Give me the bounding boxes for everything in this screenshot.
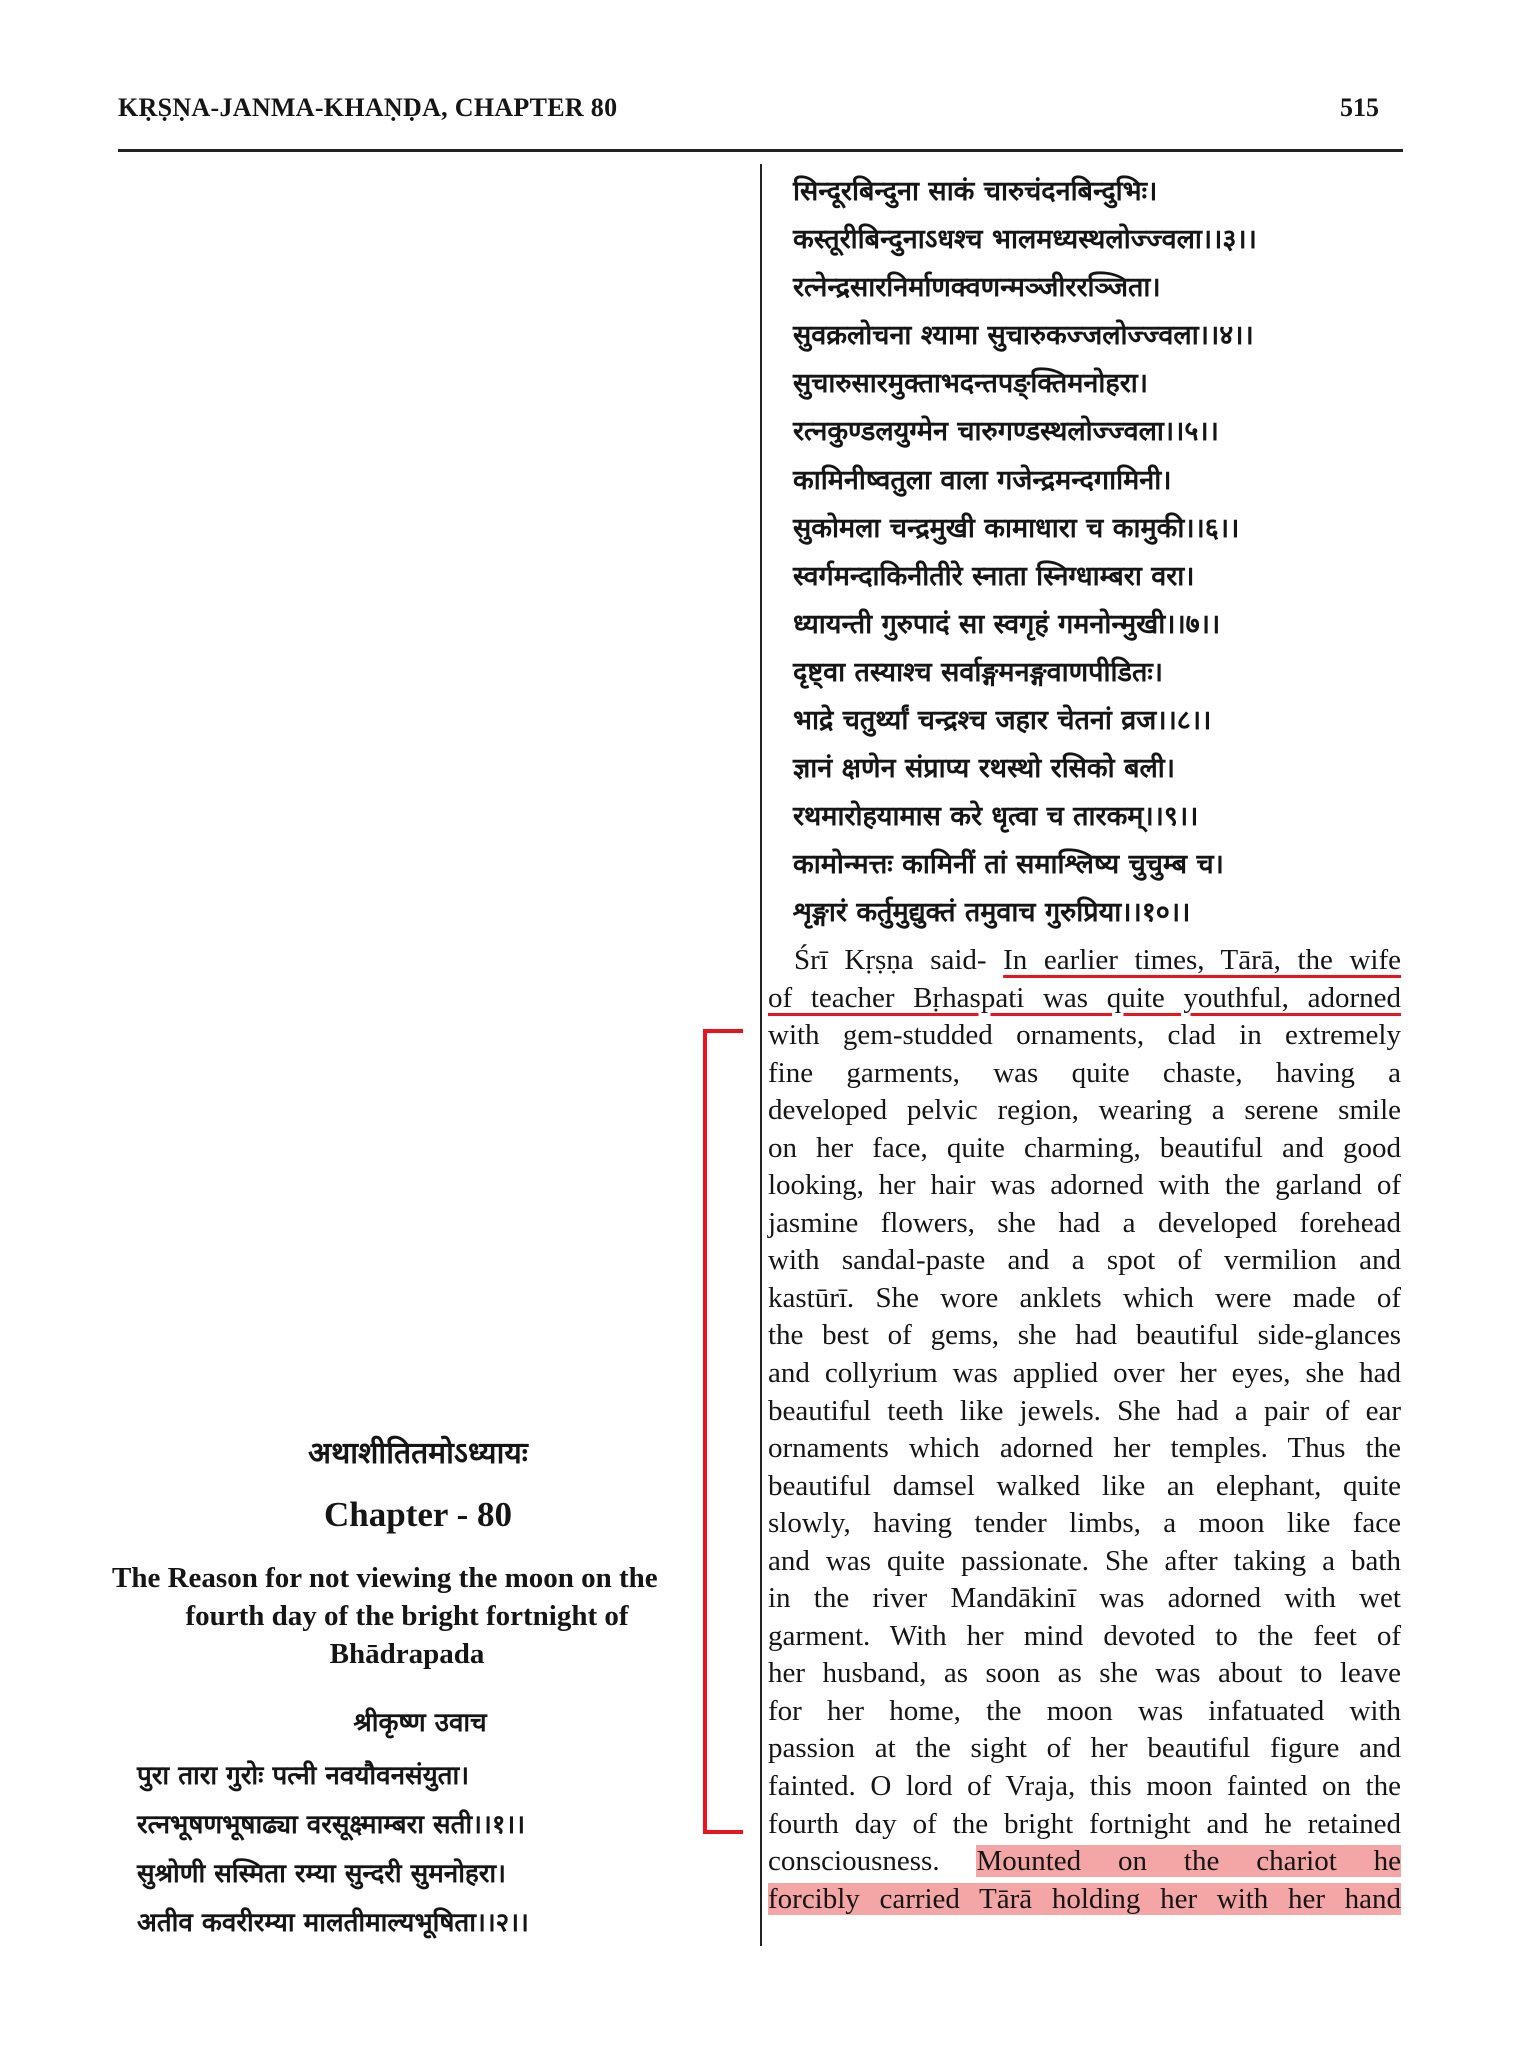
translation-line: and was quite passionate. She after taking a bath bbox=[768, 1544, 1401, 1577]
speaker-heading: श्रीकृष्ण उवाच bbox=[353, 1708, 487, 1738]
verse-line: स्वर्गमन्दाकिनीतीरे स्नाता स्निग्धाम्बरा वरा। bbox=[793, 560, 1195, 592]
translation-line: the best of gems, she had beautiful side-glances bbox=[768, 1319, 1401, 1352]
translation-line: fourth day of the bright fortnight and he retained bbox=[768, 1807, 1401, 1840]
translation-line: for her home, the moon was infatuated with bbox=[768, 1694, 1401, 1727]
verse-line: भाद्रे चतुर्थ्यां चन्द्रश्च जहार चेतनां व्रज।।८।। bbox=[793, 705, 1212, 737]
verse-line: पुरा तारा गुरोः पत्नी नवयौवनसंयुता। bbox=[137, 1761, 470, 1791]
verse-line: रथमारोहयामास करे धृत्वा च तारकम्।।९।। bbox=[793, 801, 1199, 833]
verse-line: रत्नभूषणभूषाढ्या वरसूक्ष्माम्बरा सती।।१।। bbox=[137, 1810, 526, 1840]
translation-line: on her face, quite charming, beautiful and good bbox=[768, 1131, 1401, 1164]
left-verses bbox=[137, 1752, 757, 1948]
chapter-heading-devanagari: अथाशीतितमोऽध्यायः bbox=[308, 1436, 528, 1471]
verse-line: सुश्रोणी सस्मिता रम्या सुन्दरी सुमनोहरा। bbox=[137, 1859, 506, 1889]
translation-line: passion at the sight of her beautiful figure and bbox=[768, 1732, 1401, 1765]
translation-line: fine garments, was quite chaste, having a bbox=[768, 1056, 1401, 1089]
chapter-title-line: The Reason for not viewing the moon on the bbox=[112, 1562, 658, 1594]
translation-text: consciousness. bbox=[768, 1845, 977, 1878]
translation-line: developed pelvic region, wearing a serene smile bbox=[768, 1094, 1401, 1127]
verse-line: सुकोमला चन्द्रमुखी कामाधारा च कामुकी।।६।। bbox=[793, 512, 1240, 544]
underlined-text: of teacher Bṛhaspati was quite youthful, adorned bbox=[768, 981, 1401, 1014]
verse-line: अतीव कवरीरम्या मालतीमाल्यभूषिता।।२।। bbox=[137, 1908, 529, 1938]
translation-line: fainted. O lord of Vraja, this moon fainted on the bbox=[768, 1770, 1401, 1803]
verse-line: ध्यायन्ती गुरुपादं सा स्वगृहं गमनोन्मुखी।।७।। bbox=[793, 608, 1221, 640]
running-header: KṚṢṆA-JANMA-KHAṆḌA, CHAPTER 80 bbox=[118, 93, 618, 122]
translation-line: kastūrī. She wore anklets which were made of bbox=[768, 1281, 1401, 1314]
underlined-text: In earlier times, Tārā, the wife bbox=[1003, 944, 1401, 976]
column-divider bbox=[760, 164, 762, 1946]
header-rule bbox=[118, 149, 1403, 152]
translation-line: garment. With her mind devoted to the feet of bbox=[768, 1619, 1401, 1652]
translation-line: with sandal-paste and a spot of vermilion and bbox=[768, 1244, 1401, 1277]
verse-line: कामोन्मत्तः कामिनीं तां समाश्लिष्य चुचुम्ब च। bbox=[793, 849, 1224, 881]
chapter-title-line: Bhādrapada bbox=[329, 1638, 485, 1670]
english-translation bbox=[768, 942, 1401, 1918]
verse-line: दृष्ट्वा तस्याश्च सर्वाङ्गमनङ्गवाणपीडितः। bbox=[793, 656, 1164, 688]
translation-line: looking, her hair was adorned with the garland of bbox=[768, 1169, 1401, 1202]
verse-line: रत्नेन्द्रसारनिर्माणक्वणन्मञ्जीररञ्जिता। bbox=[793, 272, 1161, 304]
speaker-prefix: Śrī Kṛṣṇa said- bbox=[794, 944, 1004, 976]
translation-line: jasmine flowers, she had a developed forehead bbox=[768, 1206, 1401, 1239]
translation-line: and collyrium was applied over her eyes, she had bbox=[768, 1357, 1401, 1390]
translation-line: beautiful teeth like jewels. She had a pair of ear bbox=[768, 1394, 1401, 1427]
translation-line: with gem-studded ornaments, clad in extremely bbox=[768, 1019, 1401, 1052]
highlighted-text: forcibly carried Tārā holding her with her hand bbox=[768, 1882, 1401, 1915]
verse-line: कस्तूरीबिन्दुनाऽधश्च भालमध्यस्थलोज्ज्वला।।३।। bbox=[793, 224, 1257, 256]
translation-line bbox=[768, 1843, 1401, 1881]
chapter-number: Chapter - 80 bbox=[324, 1495, 512, 1534]
translation-line bbox=[768, 942, 1401, 980]
verse-line: कामिनीष्वतुला वाला गजेन्द्रमन्दगामिनी। bbox=[793, 464, 1172, 496]
verse-line: सुचारुसारमुक्ताभदन्तपङ्क्तिमनोहरा। bbox=[793, 368, 1148, 400]
translation-line: her husband, as soon as she was about to leave bbox=[768, 1657, 1401, 1690]
verse-line: सुवक्रलोचना श्यामा सुचारुकज्जलोज्ज्वला।।४।। bbox=[793, 320, 1254, 352]
translation-line: slowly, having tender limbs, a moon like face bbox=[768, 1507, 1401, 1540]
translation-line: in the river Mandākinī was adorned with wet bbox=[768, 1582, 1401, 1615]
verse-line: ज्ञानं क्षणेन संप्राप्य रथस्थो रसिको बली। bbox=[793, 753, 1176, 785]
page-number: 515 bbox=[1340, 93, 1379, 122]
verse-line: शृङ्गारं कर्तुमुद्युक्तं तमुवाच गुरुप्रिया।।१०।। bbox=[793, 897, 1191, 929]
highlighted-text: Mounted on the chariot he bbox=[976, 1845, 1401, 1878]
right-verses bbox=[793, 168, 1413, 938]
translation-body bbox=[768, 1017, 1401, 1843]
translation-line: beautiful damsel walked like an elephant, quite bbox=[768, 1469, 1401, 1502]
verse-line: रत्नकुण्डलयुग्मेन चारुगण्डस्थलोज्ज्वला।।५।। bbox=[793, 416, 1219, 448]
translation-line bbox=[768, 1881, 1401, 1919]
translation-line: ornaments which adorned her temples. Thus the bbox=[768, 1432, 1401, 1465]
chapter-title-line: fourth day of the bright fortnight of bbox=[185, 1600, 629, 1632]
translation-line bbox=[768, 980, 1401, 1018]
chapter-title bbox=[112, 1559, 752, 1673]
verse-line: सिन्दूरबिन्दुना साकं चारुचंदनबिन्दुभिः। bbox=[793, 176, 1158, 207]
